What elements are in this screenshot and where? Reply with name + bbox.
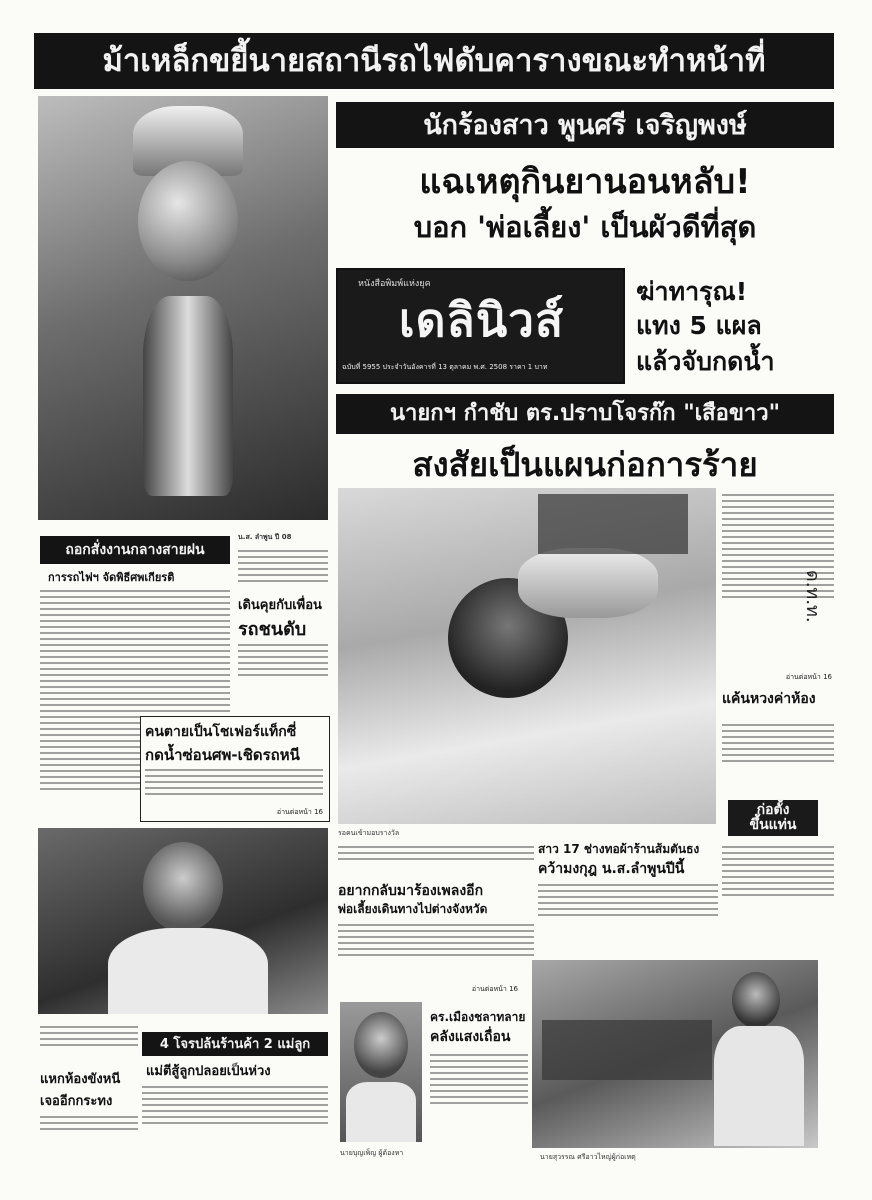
robber-text	[142, 1082, 328, 1152]
man-head	[143, 842, 223, 932]
side-line3: แล้วจับกดน้ำ	[636, 347, 775, 376]
masthead	[336, 268, 625, 384]
photo-caption: รอคนเข้ามอบรางวัล	[338, 829, 400, 837]
miss-sub: คว้ามงกุฎ น.ส.ลำพูนปีนี้	[538, 861, 685, 877]
gov-headline	[336, 392, 834, 484]
lamphun-text	[238, 546, 328, 586]
side-line1: ฆ่าทารุณ!	[636, 277, 748, 306]
top-banner-text: ม้าเหล็กขยี้นายสถานีรถไฟดับคารางขณะทำหน้าที่	[102, 42, 766, 79]
office-sub: เจออีกกระทง	[40, 1094, 113, 1109]
lamphun-note: น.ส. ลำพูน ปี 08	[238, 533, 292, 541]
stationmaster-title: ถอกสั่งงานกลางสายฝน	[40, 536, 230, 564]
market-photo	[532, 960, 818, 1148]
office-caption	[40, 1022, 138, 1062]
driver-text	[145, 765, 323, 805]
miss-title: สาว 17 ช่างทอผ้าร้านส้มตันธง	[538, 842, 700, 856]
office-text	[40, 1112, 138, 1152]
walk-sub: รถชนดับ	[238, 619, 307, 640]
miss-text	[538, 880, 718, 940]
gov-line2: สงสัยเป็นแผนก่อการร้าย	[412, 445, 758, 484]
comeback-text	[338, 920, 534, 980]
suspect-photo	[340, 1002, 422, 1142]
walk-text	[238, 640, 328, 700]
robber-title: 4 โจรปล้นร้านค้า 2 แม่ลูก	[142, 1032, 328, 1056]
singer-line1: นักร้องสาว พูนศรี เจริญพงษ์	[336, 102, 834, 148]
window-shape	[538, 494, 688, 554]
person-body	[714, 1026, 804, 1146]
side-headline	[626, 270, 834, 382]
side-line2: แทง 5 แผล	[636, 311, 762, 340]
man-body	[108, 928, 268, 1014]
coup-text	[722, 842, 834, 942]
comeback-title: อยากกลับมาร้องเพลงอีก	[338, 883, 484, 899]
walk-title: เดินคุยกับเพื่อน	[238, 598, 322, 613]
table-shape	[542, 1020, 712, 1080]
singer-line3: บอก 'พ่อเลี้ยง' เป็นผัวดีที่สุด	[413, 210, 757, 244]
handwritten-note: ด.ท.ท.	[802, 570, 823, 623]
masthead-info: ฉบับที่ 5955 ประจำวันอังคารที่ 13 ตุลาคม พ.ศ. 2508 ราคา 1 บาท	[342, 363, 548, 371]
minister-text	[430, 1050, 528, 1140]
trophy-shape	[143, 296, 233, 496]
dorm-title: แค้นหวงค่าห้อง	[722, 691, 816, 707]
driver-sub: กดน้ำซ่อนศพ-เชิดรถหนี	[145, 746, 300, 764]
masthead-name: เดลินิวส์	[398, 293, 565, 347]
singer-line2: แฉเหตุกินยานอนหลับ!	[419, 162, 751, 202]
man-photo	[38, 828, 328, 1014]
beauty-queen-photo	[38, 96, 328, 520]
bottom-caption: นายสุวรรณ ศรีอาวไหญ่ผู้ก่อเหตุ	[540, 1153, 636, 1161]
driver-title: คนตายเป็นโชเฟอร์แท็กซี่	[145, 724, 297, 740]
minister-title: คร.เมืองชลาทลาย	[430, 1010, 526, 1024]
photo-caption-text	[338, 842, 534, 872]
minister-sub: คลังแสงเถื่อน	[430, 1029, 511, 1045]
suspect-head	[354, 1012, 408, 1078]
coup-box: ก่อตั้ง ขึ้นแท่น	[728, 800, 818, 836]
face-shape	[138, 161, 238, 281]
singer-bed-photo	[338, 488, 716, 824]
gov-line1: นายกฯ กำชับ ตร.ปราบโจรก๊ก "เสือขาว"	[336, 394, 834, 434]
top-banner	[34, 33, 834, 89]
driver-box	[140, 716, 330, 822]
robber-sub: แม่ตีสู้ลูกปลอยเป็นห่วง	[146, 1064, 271, 1079]
dorm-text	[722, 720, 834, 790]
face-caption: นายบุญเพ็ญ ผู้ต้องหา	[340, 1149, 404, 1157]
arm-shape	[518, 548, 658, 618]
singer-headline	[336, 96, 834, 256]
right-continue: อ่านต่อหน้า 16	[785, 673, 832, 681]
driver-continue: อ่านต่อหน้า 16	[276, 808, 323, 816]
stationmaster-sub: การรถไฟฯ จัดพิธีศพเกียรติ	[48, 571, 175, 584]
office-title: แหกห้องขังหนี	[40, 1072, 121, 1087]
comeback-continue: อ่านต่อหน้า 16	[471, 985, 518, 993]
person-head	[732, 972, 780, 1028]
masthead-tagline: หนังสือพิมพ์แห่งยุค	[358, 279, 431, 289]
suspect-shirt	[346, 1082, 416, 1142]
comeback-sub: พ่อเลี้ยงเดินทางไปต่างจังหวัด	[338, 902, 488, 916]
